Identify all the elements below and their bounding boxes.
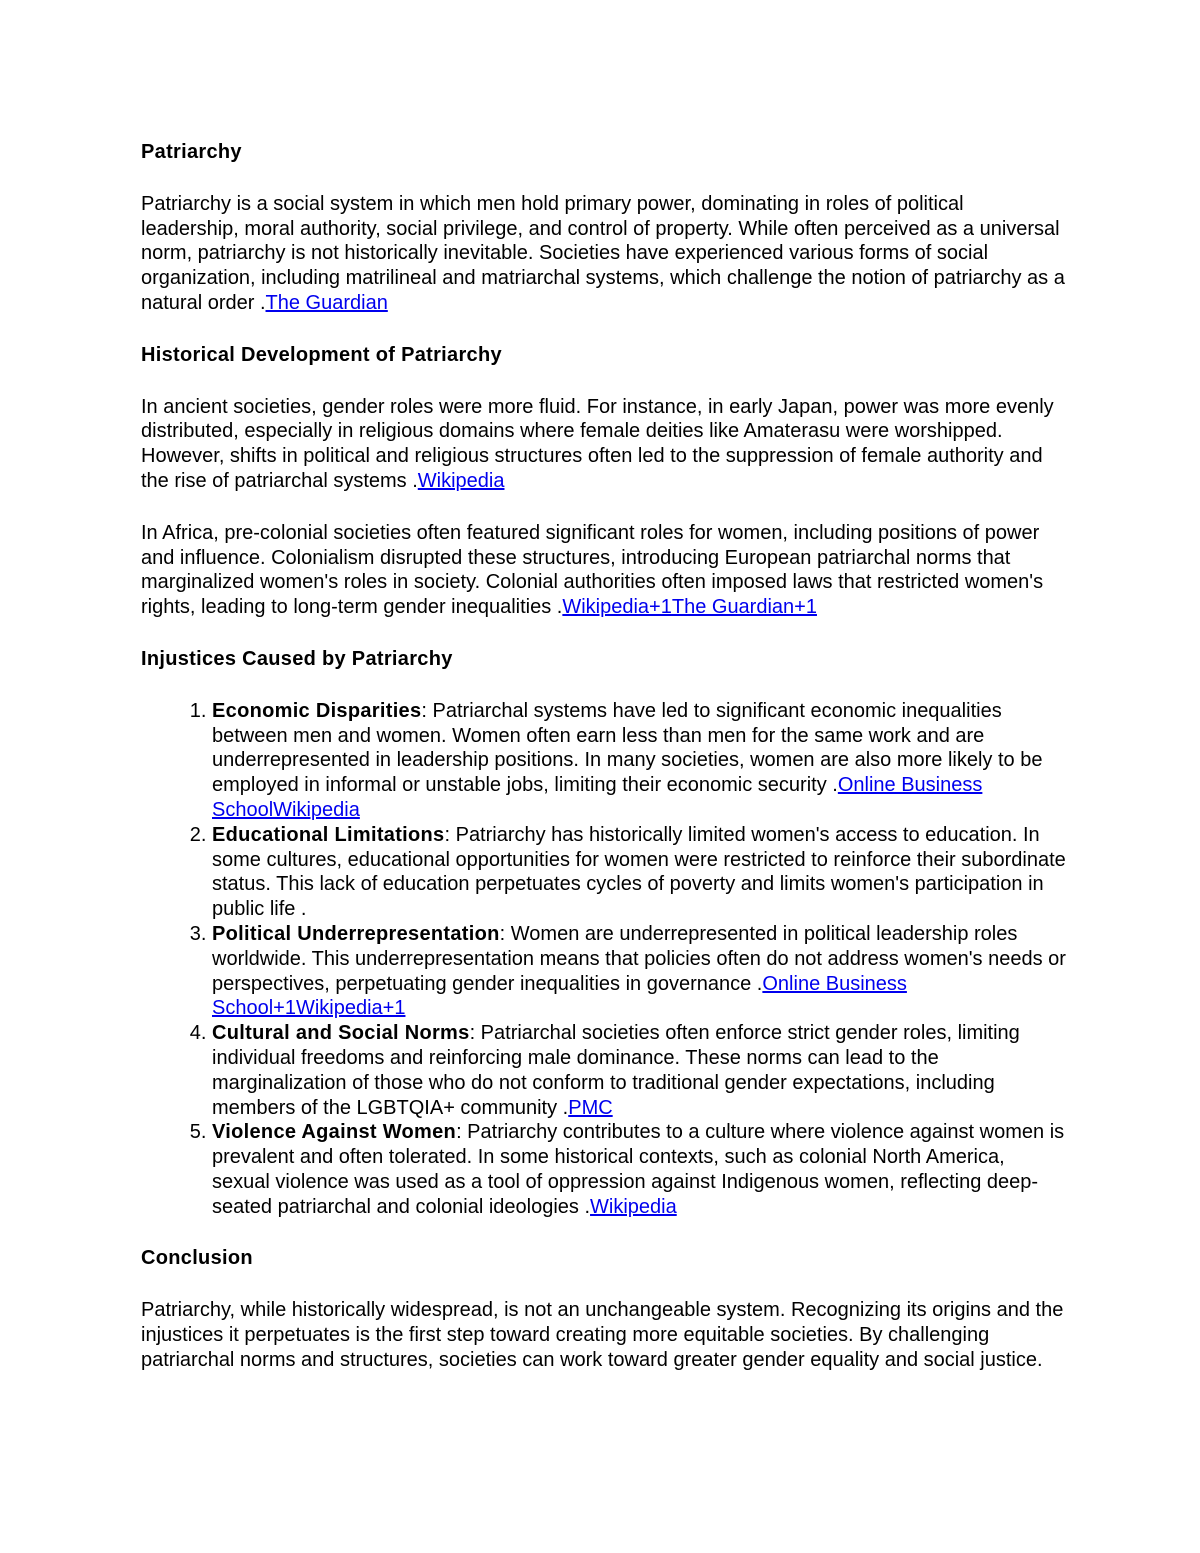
document-body: [141, 140, 1066, 1373]
citation-link[interactable]: The Guardian: [265, 291, 388, 314]
injustices-list: [141, 699, 1066, 1220]
citation-link[interactable]: Online Business SchoolWikipedia: [212, 774, 983, 821]
list-item-text: : Women are underrepresented in political leadership roles worldwide. This underrepresentation means that policies often do not address women's needs or perspectives, perpetuating gender inequalities in governance .: [212, 922, 1066, 995]
intro-paragraph: [141, 192, 1066, 316]
list-item: [212, 699, 1066, 823]
list-item-text: : Patriarchal societies often enforce strict gender roles, limiting individual freedoms and reinforcing male dominance. These norms can lead to the marginalization of those who do not conform to traditional gender expectations, including members of the LGBTQIA+ community .: [212, 1022, 1020, 1119]
list-item: [212, 823, 1066, 922]
citation-link[interactable]: Online Business School+1Wikipedia+1: [212, 972, 907, 1020]
history-paragraph-1: [141, 395, 1066, 494]
conclusion-paragraph: Patriarchy, while historically widespread, is not an unchangeable system. Recognizing its origins and the injustices it perpetuates is the first step toward creating more equitable societies. By challenging patriarchal norms and structures, societies can work toward greater gender equality and social justice.: [141, 1299, 1064, 1371]
intro-text: Patriarchy is a social system in which men hold primary power, dominating in roles of political leadership, moral authority, social privilege, and control of property. While often perceived as a universal norm, patriarchy is not historically inevitable. Societies have experienced various forms of social organization, including matrilineal and matriarchal systems, which challenge the notion of patriarchy as a natural order .: [141, 192, 1065, 314]
section-heading-history: Historical Development of Patriarchy: [141, 343, 502, 366]
history-text-2: In Africa, pre-colonial societies often featured significant roles for women, including positions of power and influence. Colonialism disrupted these structures, introducing European patriarchal norms that marginalized women's roles in society. Colonial authorities often imposed laws that restricted women's rights, leading to long-term gender inequalities .: [141, 521, 1044, 619]
citation-link[interactable]: Wikipedia+1The Guardian+1: [562, 596, 817, 619]
citation-link[interactable]: PMC: [568, 1096, 613, 1119]
list-item-text: : Patriarchal systems have led to significant economic inequalities between men and women. Women often earn less than men for the same work and are underrepresented in leadership positions. In many societies, women are also more likely to be employed in informal or unstable jobs, limiting their economic security .: [212, 699, 1043, 797]
list-item-term: Cultural and Social Norms: [212, 1022, 470, 1045]
list-item-term: Economic Disparities: [212, 699, 422, 722]
list-item: [212, 922, 1066, 1021]
page-title: Patriarchy: [141, 141, 242, 163]
citation-link[interactable]: Wikipedia: [590, 1195, 677, 1218]
list-item-term: Educational Limitations: [212, 823, 445, 846]
section-heading-injustices: Injustices Caused by Patriarchy: [141, 647, 453, 670]
list-item: [212, 1120, 1066, 1219]
list-item-text: : Patriarchy contributes to a culture where violence against women is prevalent and often tolerated. In some historical contexts, such as colonial North America, sexual violence was used as a tool of oppression against Indigenous women, reflecting deep-seated patriarchal and colonial ideologies .: [212, 1121, 1065, 1218]
history-paragraph-2: [141, 521, 1066, 620]
citation-link[interactable]: Wikipedia: [417, 469, 505, 492]
list-item-term: Violence Against Women: [212, 1121, 457, 1144]
list-item: [212, 1021, 1066, 1120]
list-item-term: Political Underrepresentation: [212, 922, 500, 945]
history-text-1: In ancient societies, gender roles were more fluid. For instance, in early Japan, power was more evenly distributed, especially in religious domains where female deities like Amaterasu were worshipped. However, shifts in political and religious structures often led to the suppression of female authority and the rise of patriarchal systems .: [141, 395, 1054, 492]
section-heading-conclusion: Conclusion: [141, 1247, 253, 1270]
list-item-text: : Patriarchy has historically limited women's access to education. In some cultures, educational opportunities for women were restricted to reinforce their subordinate status. This lack of education perpetuates cycles of poverty and limits women's participation in public life .: [212, 823, 1066, 921]
